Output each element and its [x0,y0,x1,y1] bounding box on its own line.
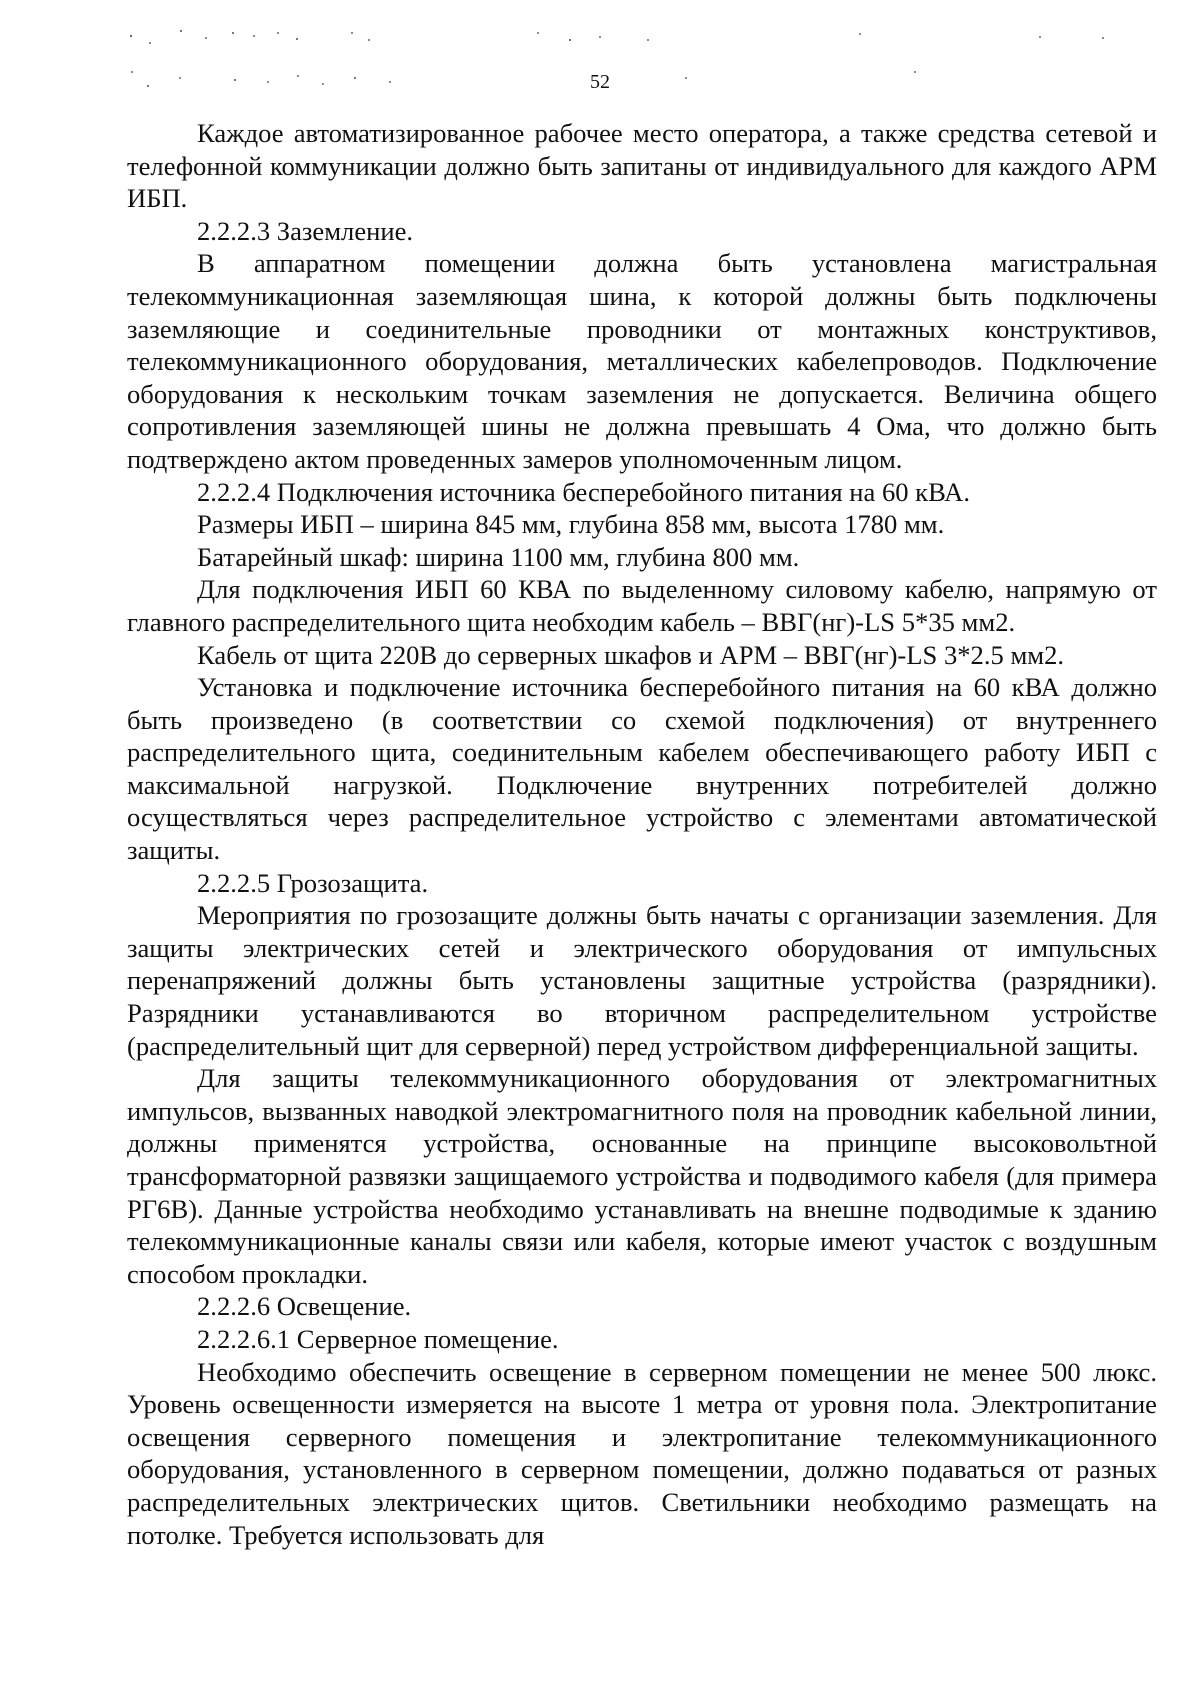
section-heading-ups-connection: 2.2.2.4 Подключения источника бесперебойного питания на 60 кВА. [197,476,971,507]
paragraph-ups-cable: Для подключения ИБП 60 КВА по выделенному силовому кабелю, напрямую от главного распределительного щита необходим кабель – ВВГ(нг)-LS 5*35 мм2. [127,574,1157,637]
paragraph-emi-protection: Для защиты телекоммуникационного оборудования от электромагнитных импульсов, вызванных наводкой электромагнитного поля на проводник кабельной линии, должны применятся устройства, основанные на принципе высоковольтной трансформаторной развязки защищаемого устройства и подводимого кабеля (для примера РГ6В). Данные устройства необходимо устанавливать на внешне подводимые к зданию телекоммуникационные каналы связи или кабеля, которые имеют участок с воздушным способом прокладки. [127,1063,1157,1289]
section-heading-lightning-protection: 2.2.2.5 Грозозащита. [197,867,429,898]
section-heading-grounding: 2.2.2.3 Заземление. [197,215,414,246]
paragraph-workstation-power: Каждое автоматизированное рабочее место оператора, а также средства сетевой и телефонной коммуникации должно быть запитаны от индивидуального для каждого АРМ ИБП. [127,118,1157,214]
paragraph-server-room-lighting: Необходимо обеспечить освещение в серверном помещении не менее 500 люкс. Уровень освещенности измеряется на высоте 1 метра от уровня пола. Электропитание освещения серверного помещения и электропитание телекоммуникационного оборудования, установленного в серверном помещении, должно подаваться от разных распределительных электрических щитов. Светильники необходимо размещать на потолке. Требуется использовать для [127,1356,1157,1550]
paragraph-surge-arresters: Мероприятия по грозозащите должны быть начаты с организации заземления. Для защиты электрических сетей и электрического оборудования от импульсных перенапряжений должны быть установлены защитные устройства (разрядники). Разрядники устанавливаются во вторичном распределительном устройстве (распределительный щит для серверной) перед устройством дифференциальной защиты. [127,900,1157,1061]
paragraph-grounding-bus: В аппаратном помещении должна быть установлена магистральная телекоммуникационная заземляющая шина, к которой должны быть подключены заземляющие и соединительные проводники от монтажных конструктивов, телекоммуникационного оборудования, металлических кабелепроводов. Подключение оборудования к нескольким точкам заземления не допускается. Величина общего сопротивления заземляющей шины не должна превышать 4 Ома, что должно быть подтверждено актом проведенных замеров уполномоченным лицом. [127,248,1157,474]
section-heading-lighting: 2.2.2.6 Освещение. [197,1291,412,1322]
paragraph-server-cable: Кабель от щита 220В до серверных шкафов и АРМ – ВВГ(нг)-LS 3*2.5 мм2. [197,639,1065,670]
paragraph-battery-cabinet: Батарейный шкаф: ширина 1100 мм, глубина 800 мм. [197,541,800,572]
section-heading-server-room: 2.2.2.6.1 Серверное помещение. [197,1323,559,1354]
paragraph-ups-installation: Установка и подключение источника бесперебойного питания на 60 кВА должно быть произведено (в соответствии со схемой подключения) от внутреннего распределительного щита, соединительным кабелем обеспечивающего работу ИБП с максимальной нагрузкой. Подключение внутренних потребителей должно осуществляться через распределительное устройство с элементами автоматической защиты. [127,672,1157,866]
document-body [127,117,1157,1551]
paragraph-ups-dimensions: Размеры ИБП – ширина 845 мм, глубина 858 мм, высота 1780 мм. [197,509,945,540]
page-number: 52 [590,71,610,93]
